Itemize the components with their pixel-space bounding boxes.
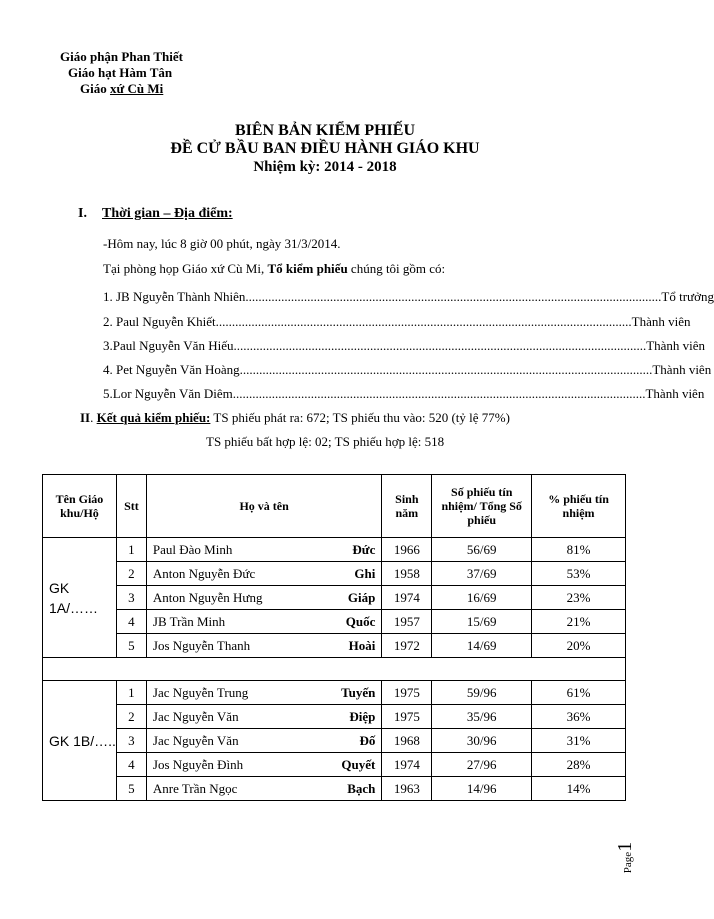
given-name: Đố (359, 732, 376, 748)
parish-prefix: Giáo (80, 81, 110, 96)
ballot-totals-line: TS phiếu phát ra: 672; TS phiếu thu vào: 520 (tỷ lệ 77%) (210, 410, 510, 425)
member-row (103, 362, 712, 380)
table-header-row (43, 475, 626, 538)
given-name: Quyết (341, 756, 376, 772)
votes-cell: 27/96 (432, 753, 532, 777)
member-row (103, 289, 714, 307)
table-row (43, 586, 626, 610)
given-name: Ghi (354, 565, 376, 581)
table-row (43, 729, 626, 753)
page-label: Page (622, 851, 635, 874)
name-cell (146, 538, 381, 562)
year-cell: 1974 (382, 586, 432, 610)
name-cell (146, 705, 381, 729)
surname: Jac Nguyễn Trung (152, 684, 249, 700)
stt-cell: 3 (116, 586, 146, 610)
leader-dots: ............................................................................................................................... (233, 338, 647, 353)
year-cell: 1958 (382, 562, 432, 586)
stt-cell: 5 (116, 777, 146, 801)
valid-ballots-line: TS phiếu bất hợp lệ: 02; TS phiếu hợp lệ: 518 (206, 434, 445, 449)
stt-cell: 2 (116, 562, 146, 586)
table-row (43, 777, 626, 801)
votes-cell: 37/69 (432, 562, 532, 586)
year-cell: 1975 (382, 705, 432, 729)
percent-cell: 20% (532, 634, 626, 658)
member-name: 2. Paul Nguyễn Khiết. (103, 314, 219, 329)
stt-cell: 2 (116, 705, 146, 729)
member-name: 3.Paul Nguyễn Văn Hiếu (103, 338, 234, 353)
given-name: Hoài (348, 637, 376, 653)
member-role: Thành viên (646, 338, 706, 353)
parish-name: xứ Cù Mi (109, 81, 164, 96)
section-2-heading (80, 410, 510, 426)
section-2-dot: . (90, 410, 97, 425)
place-suffix: chúng tôi gồm có: (347, 261, 446, 276)
given-name: Điệp (349, 708, 376, 724)
stt-cell: 1 (116, 538, 146, 562)
surname: Paul Đào Minh (152, 541, 233, 557)
name-cell (146, 562, 381, 586)
year-cell: 1957 (382, 610, 432, 634)
title-line-1: BIÊN BẢN KIỂM PHIẾU (234, 122, 416, 139)
given-name: Bạch (347, 780, 376, 796)
given-name: Quốc (345, 613, 376, 629)
year-cell: 1968 (382, 729, 432, 753)
place-bold: Tổ kiểm phiếu (267, 261, 348, 276)
percent-cell: 23% (532, 586, 626, 610)
year-cell: 1966 (382, 538, 432, 562)
year-cell: 1975 (382, 681, 432, 705)
surname: Jos Nguyễn Đình (152, 756, 244, 772)
table-row (43, 538, 626, 562)
surname: Jac Nguyễn Văn (152, 732, 239, 748)
stt-cell: 3 (116, 729, 146, 753)
name-cell (146, 729, 381, 753)
member-name: 1. JB Nguyễn Thành Nhiên. (103, 289, 249, 304)
member-role: Thành viên (645, 386, 705, 401)
votes-cell: 14/69 (432, 634, 532, 658)
member-name: 4. Pet Nguyễn Văn Hoàng (103, 362, 240, 377)
surname: Jac Nguyễn Văn (152, 708, 239, 724)
parish-header (60, 49, 183, 97)
title-line-2: ĐỀ CỬ BẦU BAN ĐIỀU HÀNH GIÁO KHU (170, 140, 480, 157)
percent-cell: 53% (532, 562, 626, 586)
name-cell (146, 681, 381, 705)
term-line: Nhiệm kỳ: 2014 - 2018 (253, 159, 397, 175)
surname: Anton Nguyễn Đức (152, 565, 256, 581)
diocese-line: Giáo phận Phan Thiết (60, 49, 183, 64)
table-row (43, 610, 626, 634)
table-row (43, 634, 626, 658)
year-cell: 1972 (382, 634, 432, 658)
header-stt: Stt (116, 475, 146, 538)
member-row (103, 338, 706, 356)
header-votes: Số phiếu tín nhiệm/ Tổng Số phiếu (432, 475, 532, 538)
percent-cell: 14% (532, 777, 626, 801)
percent-cell: 21% (532, 610, 626, 634)
stt-cell: 1 (116, 681, 146, 705)
table-row (43, 681, 626, 705)
place-prefix: Tại phòng họp Giáo xứ Cù Mi, (103, 261, 268, 276)
place-line (103, 261, 445, 277)
table-row (43, 753, 626, 777)
document-title (0, 122, 650, 176)
page-number (614, 842, 637, 873)
spacer-cell (43, 658, 626, 681)
given-name: Tuyến (341, 684, 376, 700)
spacer-row (43, 658, 626, 681)
name-cell (146, 753, 381, 777)
section-1-heading (78, 206, 233, 222)
page-number-value: 1 (614, 841, 637, 852)
surname: JB Trần Minh (152, 613, 226, 629)
given-name: Đức (352, 541, 376, 557)
votes-cell: 16/69 (432, 586, 532, 610)
header-name: Họ và tên (146, 475, 381, 538)
section-2-numeral: II (80, 410, 91, 425)
deanery-line: Giáo hạt Hàm Tân (68, 65, 173, 80)
percent-cell: 28% (532, 753, 626, 777)
percent-cell: 81% (532, 538, 626, 562)
member-row (103, 386, 705, 404)
surname: Anton Nguyễn Hưng (152, 589, 263, 605)
name-cell (146, 777, 381, 801)
table-row (43, 562, 626, 586)
votes-cell: 59/96 (432, 681, 532, 705)
member-name: 5.Lor Nguyễn Văn Diêm (103, 386, 233, 401)
header-group: Tên Giáo khu/Hộ (43, 475, 117, 538)
votes-cell: 30/96 (432, 729, 532, 753)
member-role: Thành viên (652, 362, 712, 377)
section-2-title: Kết quả kiểm phiếu: (96, 410, 211, 425)
header-percent: % phiếu tín nhiệm (532, 475, 626, 538)
group-label: GK 1A/…… (43, 538, 117, 658)
time-line: -Hôm nay, lúc 8 giờ 00 phút, ngày 31/3/2014. (103, 236, 341, 251)
percent-cell: 61% (532, 681, 626, 705)
member-row (103, 314, 691, 332)
leader-dots: ............................................................................................................................... (218, 314, 632, 329)
year-cell: 1963 (382, 777, 432, 801)
name-cell (146, 586, 381, 610)
percent-cell: 36% (532, 705, 626, 729)
votes-cell: 15/69 (432, 610, 532, 634)
member-role: Tổ trưởng (661, 289, 714, 304)
given-name: Giáp (347, 589, 376, 605)
votes-cell: 14/96 (432, 777, 532, 801)
votes-cell: 35/96 (432, 705, 532, 729)
surname: Jos Nguyễn Thanh (152, 637, 251, 653)
leader-dots: ............................................................................................................................... (239, 362, 653, 377)
stt-cell: 4 (116, 610, 146, 634)
header-year: Sinh năm (382, 475, 432, 538)
stt-cell: 5 (116, 634, 146, 658)
leader-dots: ............................................................................................................................... (232, 386, 646, 401)
group-label: GK 1B/….. (43, 681, 117, 801)
parish-line (60, 81, 183, 97)
table-row (43, 705, 626, 729)
results-table (42, 474, 626, 801)
member-role: Thành viên (631, 314, 691, 329)
name-cell (146, 610, 381, 634)
percent-cell: 31% (532, 729, 626, 753)
surname: Anre Trần Ngọc (152, 780, 238, 796)
section-1-numeral: I. (78, 206, 87, 221)
name-cell (146, 634, 381, 658)
stt-cell: 4 (116, 753, 146, 777)
votes-cell: 56/69 (432, 538, 532, 562)
section-1-title: Thời gian – Địa điểm: (102, 206, 233, 221)
leader-dots: ............................................................................................................................... (248, 289, 662, 304)
year-cell: 1974 (382, 753, 432, 777)
